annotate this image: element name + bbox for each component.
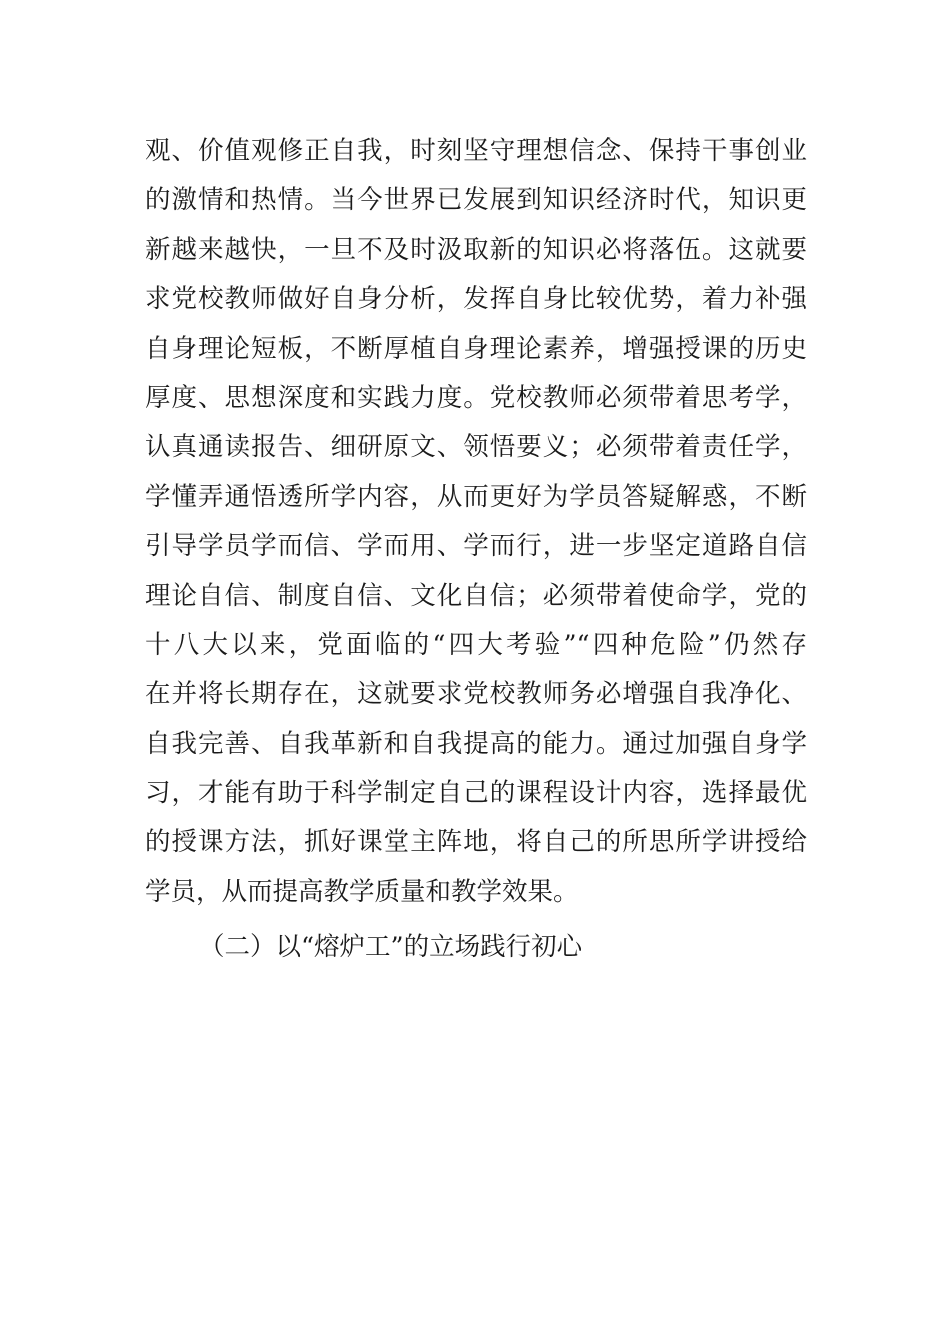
body-paragraph	[145, 127, 807, 917]
paragraph-line: 的激情和热情。当今世界已发展到知识经济时代，知识更	[145, 185, 807, 216]
paragraph-line: 学员，从而提高教学质量和教学效果。	[145, 876, 579, 907]
paragraph-line: 自我完善、自我革新和自我提高的能力。通过加强自身学	[145, 728, 807, 759]
paragraph-line: 的授课方法，抓好课堂主阵地，将自己的所思所学讲授给	[145, 827, 807, 858]
paragraph-line: 十八大以来，党面临的“四大考验”“四种危险”仍然存	[145, 629, 807, 660]
paragraph-line: 厚度、思想深度和实践力度。党校教师必须带着思考学，	[145, 382, 807, 413]
paragraph-line: 习，才能有助于科学制定自己的课程设计内容，选择最优	[145, 778, 807, 809]
paragraph-line: 引导学员学而信、学而用、学而行，进一步坚定道路自信	[145, 531, 807, 562]
paragraph-line: 自身理论短板，不断厚植自身理论素养，增强授课的历史	[145, 333, 807, 364]
paragraph-line: 认真通读报告、细研原文、领悟要义；必须带着责任学，	[145, 432, 807, 463]
paragraph-line: 在并将长期存在，这就要求党校教师务必增强自我净化、	[145, 679, 807, 710]
paragraph-line: 新越来越快，一旦不及时汲取新的知识必将落伍。这就要	[145, 234, 807, 265]
paragraph-line: 理论自信、制度自信、文化自信；必须带着使命学，党的	[145, 580, 807, 611]
paragraph-line: 求党校教师做好自身分析，发挥自身比较优势，着力补强	[145, 284, 807, 315]
paragraph-line: 观、价值观修正自我，时刻坚守理想信念、保持干事创业	[145, 136, 807, 166]
section-heading: （二）以“熔炉工”的立场践行初心	[199, 932, 583, 962]
paragraph-line: 学懂弄通悟透所学内容，从而更好为学员答疑解惑，不断	[145, 481, 807, 512]
